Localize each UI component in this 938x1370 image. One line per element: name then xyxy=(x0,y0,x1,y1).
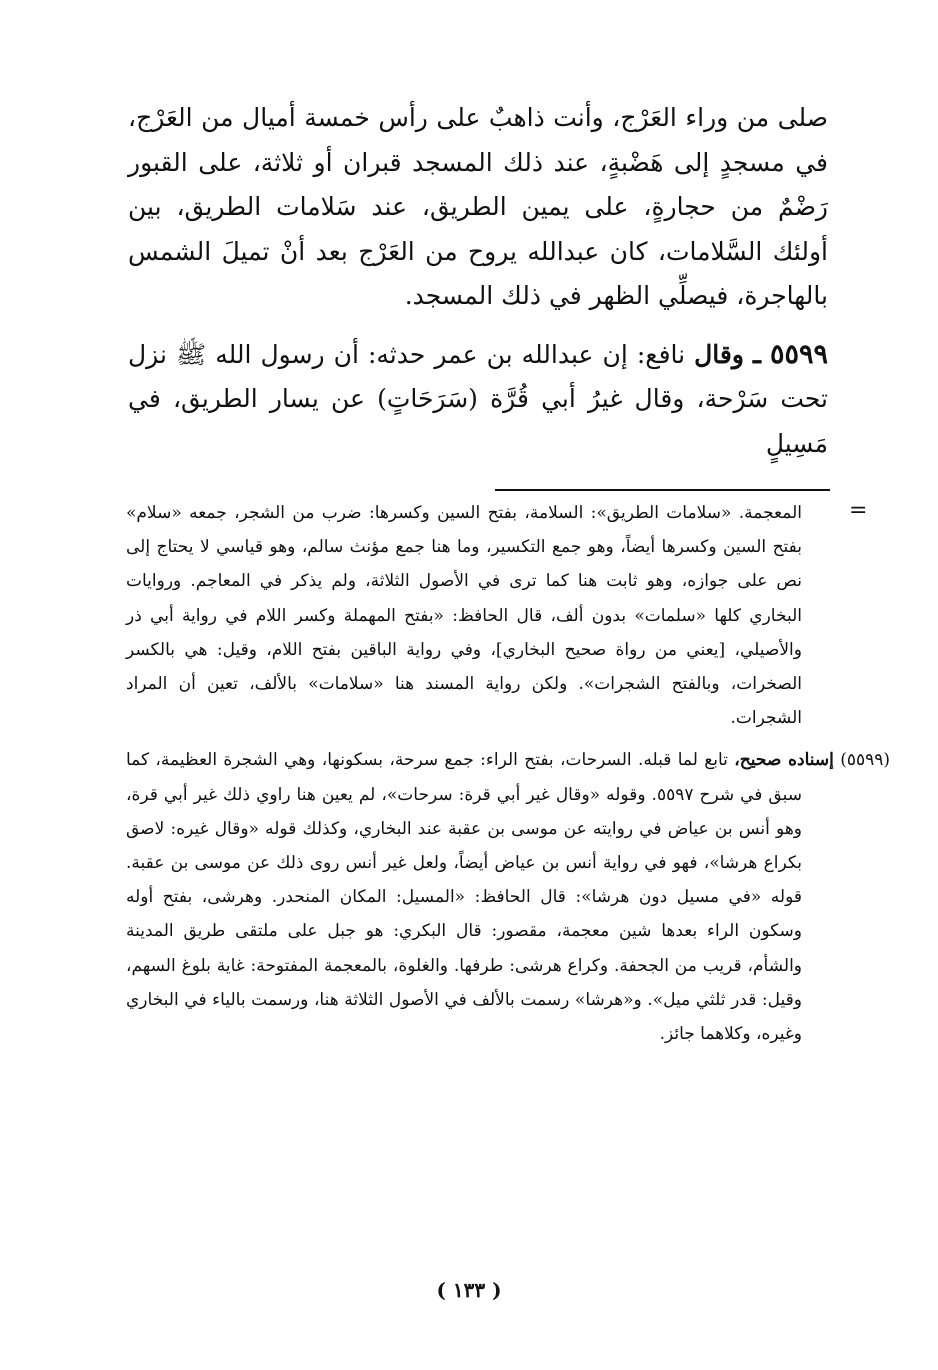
footnote-text: تابع لما قبله. السرحات، بفتح الراء: جمع سرحة، بسكونها، وهي الشجرة العظيمة، كما سبق في شرح ٥٥٩٧. وقوله «وقال غير أبي قرة: سرحات»، لم يعين هنا راوي ذلك غير أبي قرة، وهو أنس بن عياض في روايته عن موسى بن عقبة عند البخاري، وكذلك قوله «وقال غيره: لاصق بكراع هرشا»، فهو في رواية أنس بن عياض أيضاً، ولعل غير أنس روى ذلك عن موسى بن عقبة. قوله «في مسيل دون هرشا»: قال الحافظ: «المسيل: المكان المنحدر. وهرشى، بفتح أوله وسكون الراء بعدها شين معجمة، مقصور: قال البكري: هو جبل على ملتقى طريق المدينة والشأم، قريب من الجحفة. وكراع هرشى: طرفها. والغلوة، بالمعجمة المفتوحة: غاية بلوغ السهم، وقيل: قدر ثلثي ميل». و«هرشا» رسمت بالألف في الأصول الثلاثة هنا، ورسمت بالياء في البخاري وغيره، وكلاهما جائز. xyxy=(126,750,802,1045)
footnote-5599 xyxy=(126,743,891,1051)
footnote-continuation-marker: = xyxy=(849,498,868,523)
footnote-separator-rule xyxy=(495,489,830,491)
page-number: ( ١٣٣ ) xyxy=(436,1278,502,1302)
footnotes xyxy=(126,496,891,1051)
footnote-number: (٥٥٩٩) xyxy=(840,750,891,771)
hadith-lead-word: وقال xyxy=(694,339,744,369)
hadith-5599 xyxy=(128,333,828,467)
footnote-lead: إسناده صحيح، xyxy=(734,750,834,771)
main-text xyxy=(128,96,828,466)
footnote-continued: المعجمة. «سلامات الطريق»: السلامة، بفتح السين وكسرها: ضرب من الشجر، جمعه «سلام» بفتح السين وكسرها أيضاً، وهو جمع التكسير، وما هنا جمع مؤنث سالم، وهو قياسي لا يحتاج إلى نص على جوازه، وهو ثابت هنا كما ترى في الأصول الثلاثة، ولم يذكر في المعاجم. وروايات البخاري كلها «سلمات» بدون ألف، قال الحافظ: «بفتح المهملة وكسر اللام في رواية أبي ذر والأصيلي، [يعني من رواة صحيح البخاري]، وفي رواية الباقين بفتح اللام، وقيل: هي بالكسر الصخرات، وبالفتح الشجرات». ولكن رواية المسند هنا «سلامات» بالألف، تعين أن المراد الشجرات. xyxy=(126,503,802,729)
main-paragraph: صلى من وراء العَرْج، وأنت ذاهبٌ على رأس خمسة أميال من العَرْج، في مسجدٍ إلى هَضْبةٍ، عند ذلك المسجد قبران أو ثلاثة، على القبور رَضْمٌ من حجارةٍ، على يمين الطريق، عند سَلامات الطريق، بين أولئك السَّلامات، كان عبدالله يروح من العَرْج بعد أنْ تميلَ الشمس بالهاجرة، فيصلِّي الظهر في ذلك المسجد. xyxy=(128,103,828,310)
hadith-text: نافع: إن عبدالله بن عمر حدثه: أن رسول الله ﷺ نزل تحت سَرْحة، وقال غيرُ أبي قُرَّة (سَرَحَاتٍ) عن يسار الطريق، في مَسِيلٍ xyxy=(128,339,828,458)
hadith-number: ٥٥٩٩ xyxy=(769,338,828,370)
hadith-separator: ـ xyxy=(753,338,761,370)
